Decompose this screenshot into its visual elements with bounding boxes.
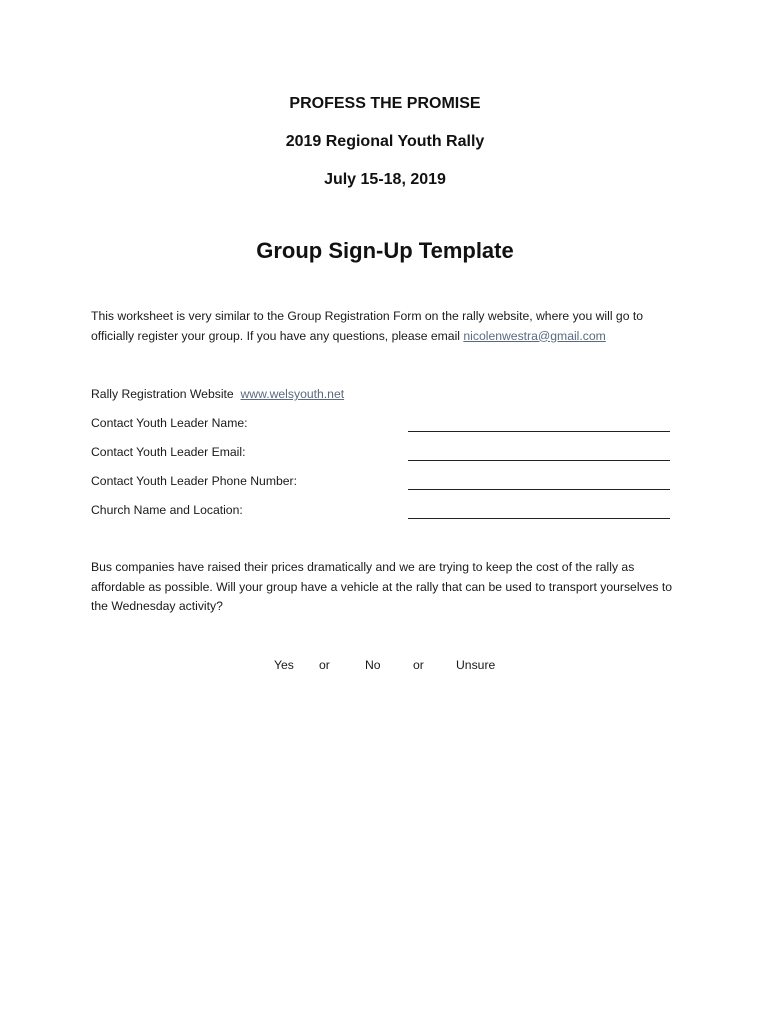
contact-email-link[interactable]: nicolenwestra@gmail.com — [463, 328, 606, 343]
intro-paragraph — [91, 307, 681, 346]
answer-yes[interactable]: Yes — [274, 658, 294, 672]
church-row — [91, 500, 681, 520]
leader-email-row — [91, 442, 681, 462]
document-title: Group Sign-Up Template — [256, 238, 514, 263]
website-link[interactable]: www.welsyouth.net — [240, 387, 345, 401]
leader-phone-row — [91, 471, 681, 491]
church-blank[interactable] — [408, 518, 670, 519]
answer-no[interactable]: No — [365, 658, 381, 672]
leader-email-label: Contact Youth Leader Email: — [91, 445, 246, 459]
website-row-label — [91, 384, 344, 404]
leader-phone-blank[interactable] — [408, 489, 670, 490]
leader-email-blank[interactable] — [408, 460, 670, 461]
website-label: Rally Registration Website — [91, 387, 234, 401]
website-row — [91, 384, 681, 404]
answer-unsure[interactable]: Unsure — [456, 658, 496, 672]
leader-name-row — [91, 413, 681, 433]
organization-heading: PROFESS THE PROMISE — [289, 95, 481, 112]
vehicle-question: Bus companies have raised their prices dramatically and we are trying to keep the cost of the rally as affordable as possible. Will your group have a vehicle at the rally that can be used to transport yourselves to the Wednesday activity? — [91, 560, 673, 613]
answer-separator: or — [319, 658, 330, 672]
church-label: Church Name and Location: — [91, 503, 243, 517]
leader-name-blank[interactable] — [408, 431, 670, 432]
event-heading: 2019 Regional Youth Rally — [285, 133, 485, 150]
answer-separator: or — [413, 658, 424, 672]
leader-phone-label: Contact Youth Leader Phone Number: — [91, 474, 297, 488]
leader-name-label: Contact Youth Leader Name: — [91, 416, 248, 430]
intro-text: This worksheet is very similar to the Group Registration Form on the rally website, where you will go to officially register your group. If you have any questions, please email — [91, 309, 644, 343]
dates-heading: July 15-18, 2019 — [324, 171, 446, 188]
